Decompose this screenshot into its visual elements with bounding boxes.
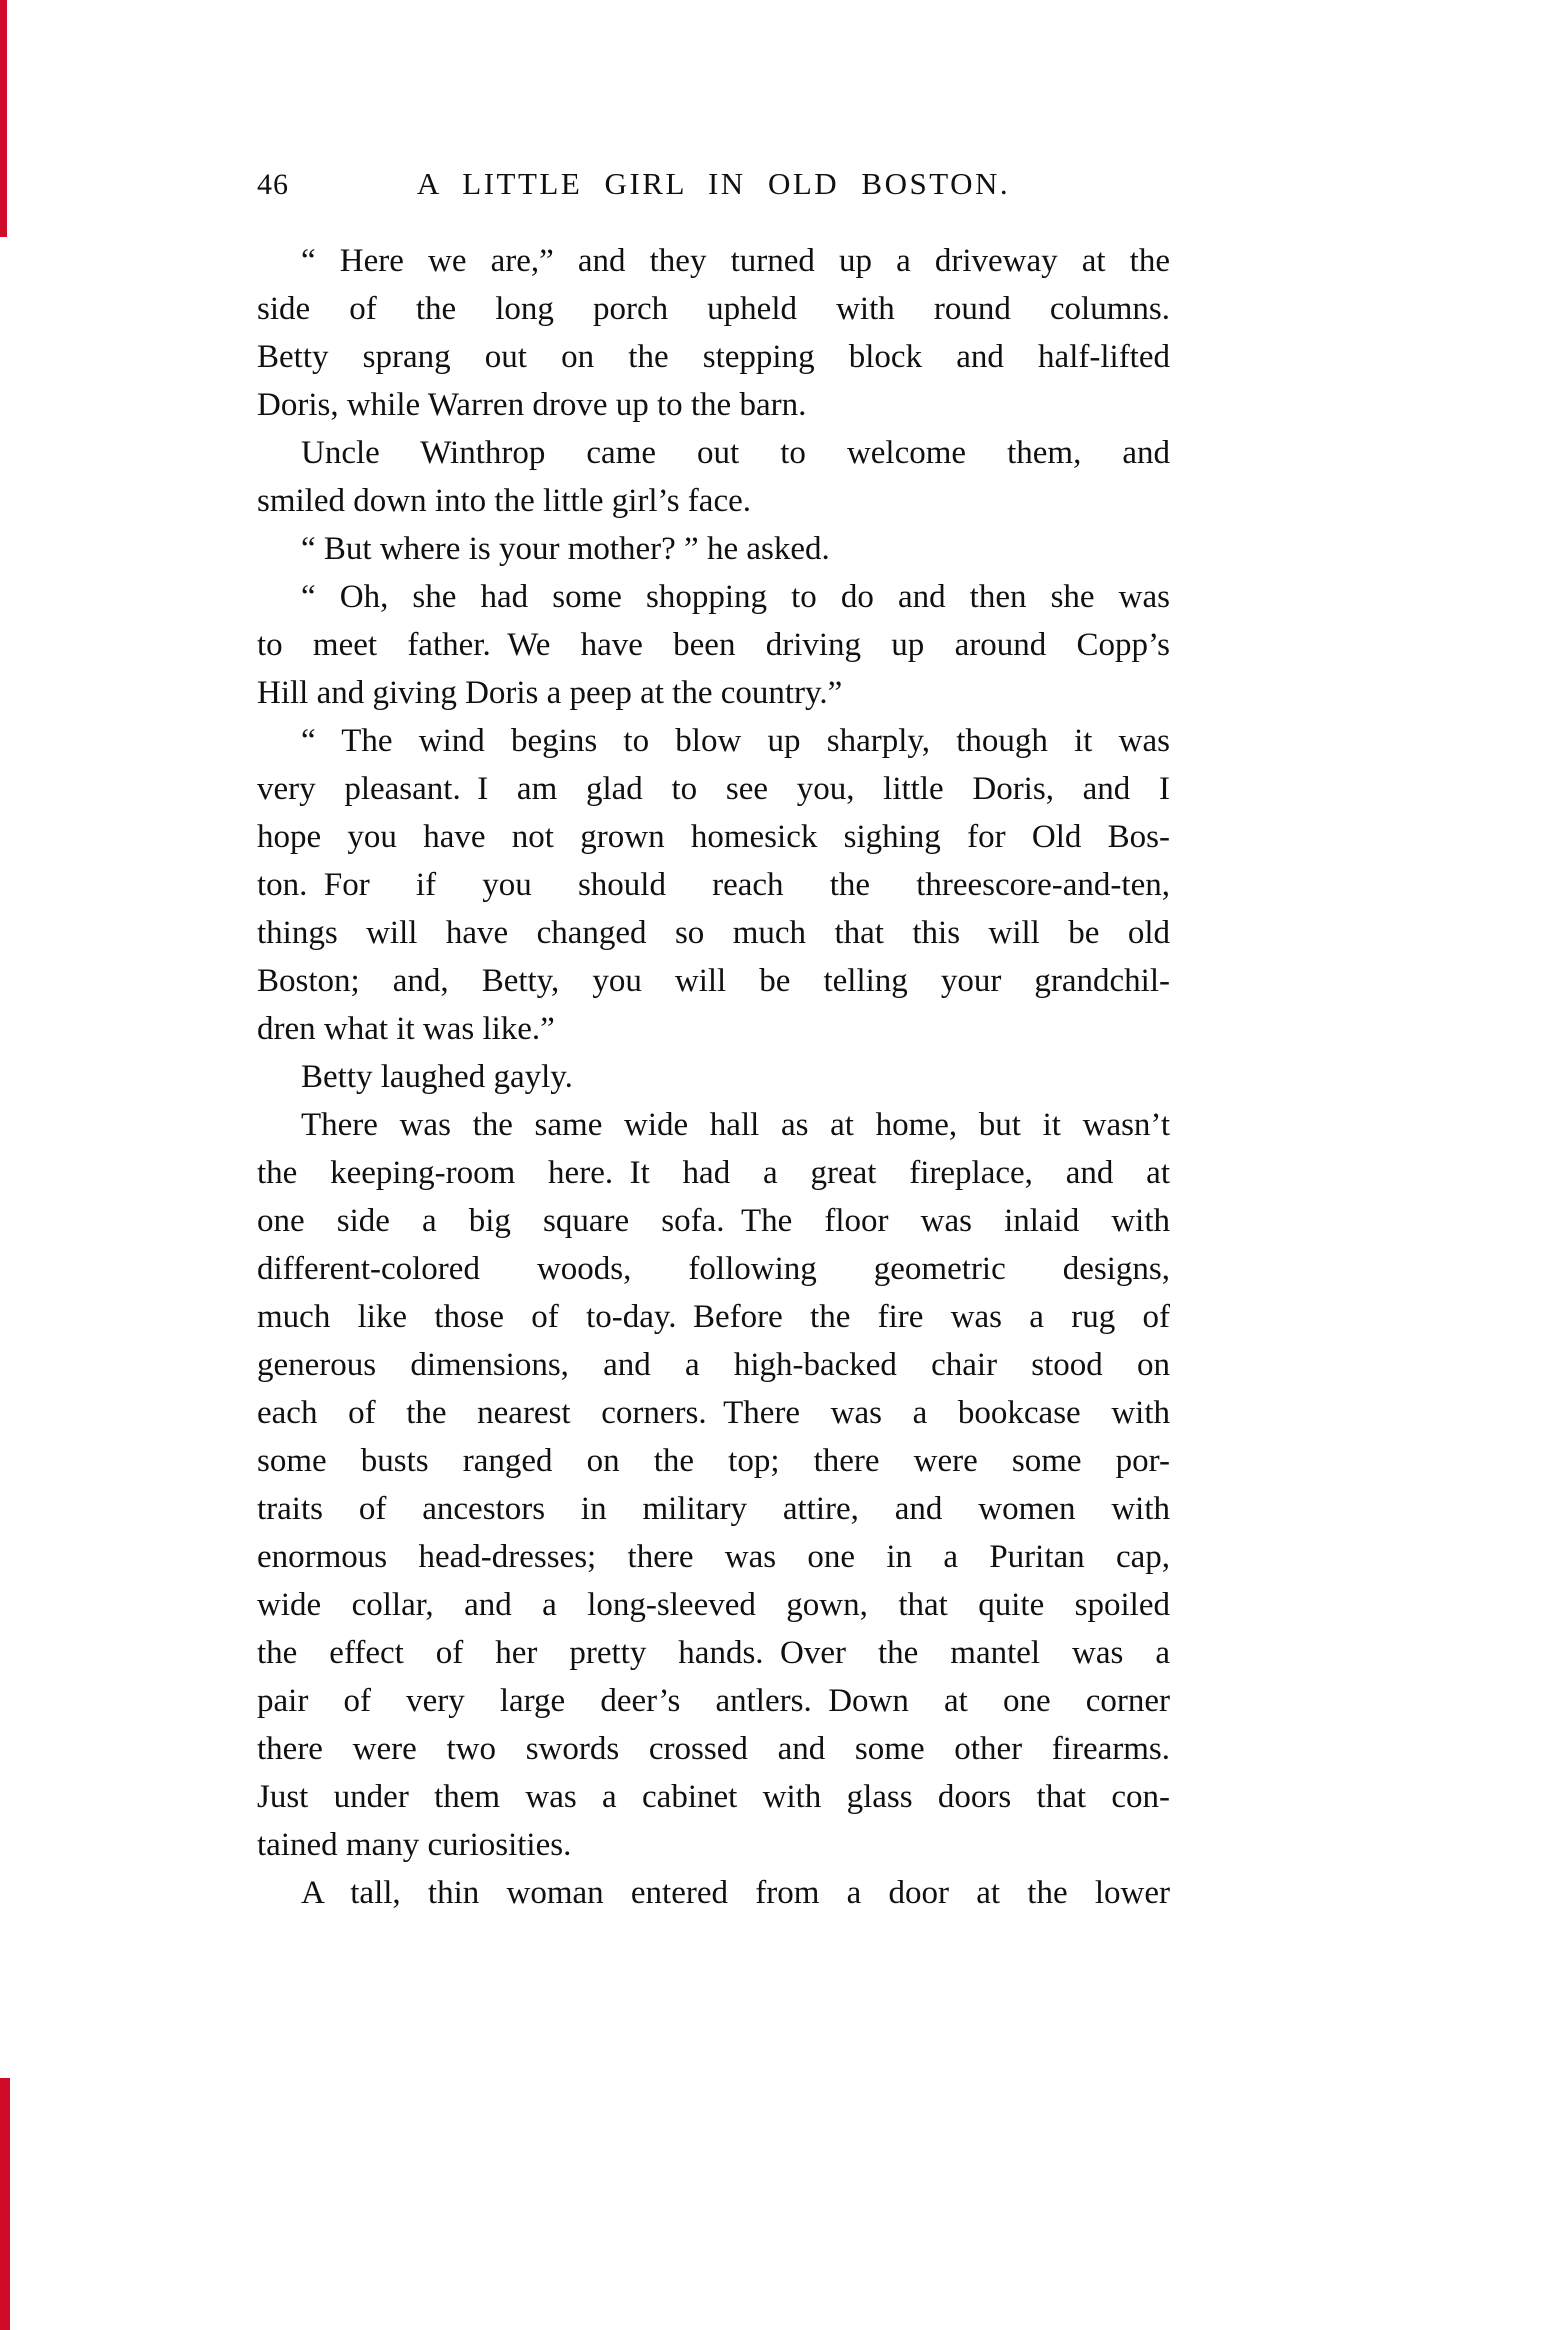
text-line: different-colored woods, following geometric designs, [257, 1251, 1170, 1287]
text-line: one side a big square sofa. The floor was inlaid with [257, 1203, 1170, 1239]
paragraph [257, 1053, 1170, 1101]
text-line: much like those of to-day. Before the fire was a rug of [257, 1299, 1170, 1335]
paragraph [257, 573, 1170, 717]
text-line: the keeping-room here. It had a great fireplace, and at [257, 1155, 1170, 1191]
text-line: each of the nearest corners. There was a bookcase with [257, 1395, 1170, 1431]
paragraph [257, 1101, 1170, 1869]
scan-edge-mark-top [0, 0, 7, 237]
text-line: to meet father. We have been driving up around Copp’s [257, 627, 1170, 663]
text-line: traits of ancestors in military attire, and women with [257, 1491, 1170, 1527]
page-number: 46 [257, 168, 289, 201]
paragraph [257, 525, 1170, 573]
text-line: very pleasant. I am glad to see you, little Doris, and I [257, 771, 1170, 807]
text-line: tained many curiosities. [257, 1827, 572, 1863]
paragraph [257, 237, 1170, 429]
text-line: “ Here we are,” and they turned up a driveway at the [301, 243, 1170, 279]
scan-edge-mark-bottom [0, 2078, 10, 2330]
paragraph [257, 717, 1170, 1053]
text-line: Betty sprang out on the stepping block and half-lifted [257, 339, 1170, 375]
text-block [257, 237, 1170, 1917]
page-header [257, 166, 1170, 206]
text-line: There was the same wide hall as at home, but it wasn’t [301, 1107, 1170, 1143]
text-line: “ Oh, she had some shopping to do and then she was [301, 579, 1170, 615]
text-line: some busts ranged on the top; there were some por- [257, 1443, 1170, 1479]
text-line: smiled down into the little girl’s face. [257, 483, 751, 519]
text-line: enormous head-dresses; there was one in a Puritan cap, [257, 1539, 1170, 1575]
text-line: things will have changed so much that this will be old [257, 915, 1170, 951]
text-line: Doris, while Warren drove up to the barn. [257, 387, 807, 423]
text-line: Hill and giving Doris a peep at the country.” [257, 675, 843, 711]
text-line: “ But where is your mother? ” he asked. [301, 531, 830, 567]
text-line: Boston; and, Betty, you will be telling your grandchil- [257, 963, 1170, 999]
text-line: the effect of her pretty hands. Over the mantel was a [257, 1635, 1170, 1671]
paragraph [257, 1869, 1170, 1917]
running-title: A LITTLE GIRL IN OLD BOSTON. [416, 166, 1011, 201]
text-line: ton. For if you should reach the threescore-and-ten, [257, 867, 1170, 903]
text-line: A tall, thin woman entered from a door at the lower [301, 1875, 1170, 1911]
text-line: hope you have not grown homesick sighing for Old Bos- [257, 819, 1170, 855]
text-line: wide collar, and a long-sleeved gown, that quite spoiled [257, 1587, 1170, 1623]
text-line: there were two swords crossed and some other firearms. [257, 1731, 1170, 1767]
text-line: Just under them was a cabinet with glass doors that con- [257, 1779, 1170, 1815]
text-line: Betty laughed gayly. [301, 1059, 573, 1095]
text-line: side of the long porch upheld with round columns. [257, 291, 1170, 327]
text-line: Uncle Winthrop came out to welcome them, and [301, 435, 1170, 471]
text-line: dren what it was like.” [257, 1011, 555, 1047]
text-line: “ The wind begins to blow up sharply, though it was [301, 723, 1170, 759]
paragraph [257, 429, 1170, 525]
text-line: generous dimensions, and a high-backed chair stood on [257, 1347, 1170, 1383]
text-line: pair of very large deer’s antlers. Down at one corner [257, 1683, 1170, 1719]
